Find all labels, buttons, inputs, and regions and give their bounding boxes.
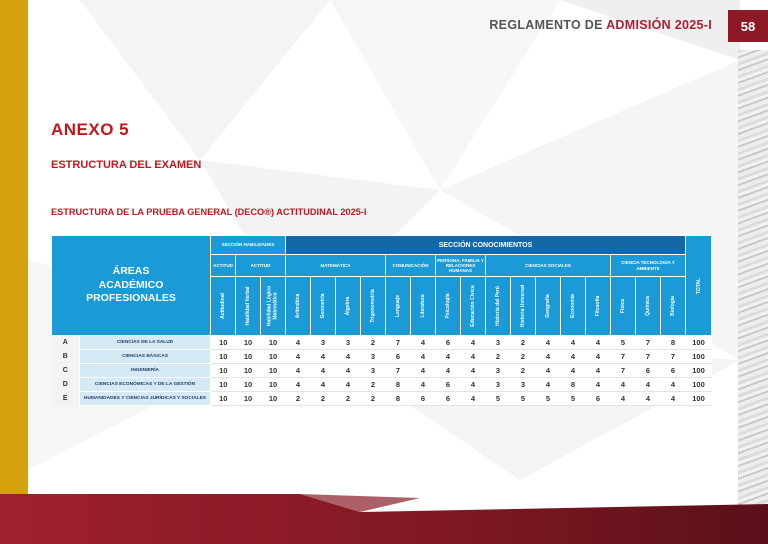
column-header: Física — [611, 277, 636, 336]
group-actitud-2: ACTITUD — [236, 255, 286, 277]
value-cell: 10 — [236, 336, 261, 350]
area-name: CIENCIAS BÁSICAS — [80, 350, 211, 364]
value-cell: 10 — [236, 364, 261, 378]
value-cell: 2 — [286, 392, 311, 406]
area-name: INGENIERÍA — [80, 364, 211, 378]
value-cell: 7 — [636, 336, 661, 350]
section-habilidades-header: SECCIÓN HABILIDADES — [211, 236, 286, 255]
value-cell: 7 — [611, 350, 636, 364]
value-cell: 2 — [361, 392, 386, 406]
value-cell: 2 — [511, 336, 536, 350]
table-row — [52, 350, 712, 364]
table-row — [52, 336, 712, 350]
value-cell: 8 — [386, 378, 411, 392]
value-cell: 10 — [261, 350, 286, 364]
area-name: HUMANIDADES Y CIENCIAS JURÍDICAS Y SOCIALES — [80, 392, 211, 406]
gold-side-bar — [0, 0, 28, 544]
areas-header-line-3: PROFESIONALES — [86, 292, 176, 305]
areas-header-line-1: ÁREAS — [112, 265, 150, 278]
value-cell: 4 — [311, 350, 336, 364]
column-header: Aritmética — [286, 277, 311, 336]
value-cell: 2 — [486, 350, 511, 364]
value-cell: 5 — [561, 392, 586, 406]
value-cell: 2 — [361, 336, 386, 350]
column-header: Álgebra — [336, 277, 361, 336]
value-cell: 6 — [586, 392, 611, 406]
value-cell: 5 — [611, 336, 636, 350]
group-ciencia-tecnologia: CIENCIA TECNOLOGÍA Y AMBIENTE — [611, 255, 686, 277]
area-name: CIENCIAS DE LA SALUD — [80, 336, 211, 350]
total-cell: 100 — [686, 378, 712, 392]
value-cell: 4 — [286, 350, 311, 364]
value-cell: 7 — [386, 336, 411, 350]
row-letter: E — [52, 392, 80, 406]
value-cell: 4 — [561, 364, 586, 378]
table-row — [52, 378, 712, 392]
areas-header-line-2: ACADÉMICO — [98, 278, 164, 291]
total-cell: 100 — [686, 350, 712, 364]
column-header: Geometría — [311, 277, 336, 336]
value-cell: 4 — [586, 350, 611, 364]
total-cell: 100 — [686, 364, 712, 378]
value-cell: 4 — [586, 336, 611, 350]
value-cell: 3 — [361, 350, 386, 364]
total-header: TOTAL — [686, 236, 712, 336]
value-cell: 10 — [261, 336, 286, 350]
value-cell: 10 — [211, 350, 236, 364]
value-cell: 4 — [561, 336, 586, 350]
value-cell: 6 — [436, 336, 461, 350]
row-letter: B — [52, 350, 80, 364]
value-cell: 2 — [361, 378, 386, 392]
value-cell: 4 — [336, 364, 361, 378]
value-cell: 4 — [411, 336, 436, 350]
document-header-title — [489, 18, 712, 32]
value-cell: 4 — [661, 378, 686, 392]
row-letter: A — [52, 336, 80, 350]
value-cell: 6 — [436, 378, 461, 392]
value-cell: 3 — [511, 378, 536, 392]
value-cell: 4 — [286, 364, 311, 378]
value-cell: 10 — [236, 378, 261, 392]
value-cell: 5 — [536, 392, 561, 406]
column-header: Economía — [561, 277, 586, 336]
value-cell: 10 — [236, 350, 261, 364]
page-number: 58 — [728, 10, 768, 42]
value-cell: 4 — [286, 336, 311, 350]
value-cell: 3 — [336, 336, 361, 350]
value-cell: 4 — [461, 364, 486, 378]
value-cell: 4 — [461, 336, 486, 350]
row-letter: C — [52, 364, 80, 378]
value-cell: 4 — [536, 364, 561, 378]
value-cell: 5 — [486, 392, 511, 406]
value-cell: 3 — [486, 378, 511, 392]
value-cell: 4 — [611, 378, 636, 392]
value-cell: 4 — [636, 378, 661, 392]
column-header: Psicología — [436, 277, 461, 336]
group-ciencias-sociales: CIENCIAS SOCIALES — [486, 255, 611, 277]
group-comunicacion: COMUNICACIÓN — [386, 255, 436, 277]
table-row — [52, 364, 712, 378]
column-header: Trigonometría — [361, 277, 386, 336]
value-cell: 6 — [386, 350, 411, 364]
value-cell: 4 — [536, 378, 561, 392]
exam-structure-table — [51, 235, 712, 406]
value-cell: 10 — [211, 378, 236, 392]
value-cell: 4 — [311, 378, 336, 392]
group-matematica: MATEMÁTICA — [286, 255, 386, 277]
value-cell: 10 — [211, 364, 236, 378]
value-cell: 7 — [611, 364, 636, 378]
value-cell: 10 — [211, 336, 236, 350]
value-cell: 2 — [336, 392, 361, 406]
column-header: Filosofía — [586, 277, 611, 336]
value-cell: 4 — [436, 364, 461, 378]
total-cell: 100 — [686, 392, 712, 406]
group-persona-familia: PERSONA, FAMILIA Y RELACIONES HUMANAS — [436, 255, 486, 277]
areas-header — [52, 236, 211, 336]
value-cell: 4 — [561, 350, 586, 364]
column-header: Biología — [661, 277, 686, 336]
value-cell: 4 — [586, 364, 611, 378]
value-cell: 5 — [511, 392, 536, 406]
value-cell: 3 — [486, 364, 511, 378]
value-cell: 4 — [286, 378, 311, 392]
column-header: Historia Universal — [511, 277, 536, 336]
header-title-accent: ADMISIÓN 2025-I — [606, 18, 712, 32]
value-cell: 10 — [261, 378, 286, 392]
value-cell: 2 — [511, 364, 536, 378]
value-cell: 3 — [361, 364, 386, 378]
value-cell: 4 — [536, 336, 561, 350]
value-cell: 8 — [661, 336, 686, 350]
value-cell: 4 — [461, 378, 486, 392]
value-cell: 4 — [436, 350, 461, 364]
value-cell: 3 — [311, 336, 336, 350]
value-cell: 6 — [661, 364, 686, 378]
column-header: Lenguaje — [386, 277, 411, 336]
value-cell: 4 — [411, 378, 436, 392]
column-header: Geografía — [536, 277, 561, 336]
group-actitud-1: ACTITUD — [211, 255, 236, 277]
value-cell: 4 — [586, 378, 611, 392]
header-title-prefix: REGLAMENTO DE — [489, 18, 607, 32]
value-cell: 7 — [386, 364, 411, 378]
value-cell: 4 — [311, 364, 336, 378]
value-cell: 10 — [236, 392, 261, 406]
total-cell: 100 — [686, 336, 712, 350]
value-cell: 10 — [211, 392, 236, 406]
value-cell: 2 — [311, 392, 336, 406]
value-cell: 3 — [486, 336, 511, 350]
value-cell: 6 — [411, 392, 436, 406]
value-cell: 4 — [461, 392, 486, 406]
value-cell: 4 — [411, 364, 436, 378]
annex-title: ANEXO 5 — [51, 120, 130, 139]
value-cell: 7 — [636, 350, 661, 364]
column-header: Actitudinal — [211, 277, 236, 336]
column-header: Literatura — [411, 277, 436, 336]
column-header: Habilidad Verbal — [236, 277, 261, 336]
column-header: Química — [636, 277, 661, 336]
value-cell: 6 — [636, 364, 661, 378]
area-name: CIENCIAS ECONÓMICAS Y DE LA GESTIÓN — [80, 378, 211, 392]
column-header: Educación Cívica — [461, 277, 486, 336]
value-cell: 4 — [411, 350, 436, 364]
value-cell: 4 — [536, 350, 561, 364]
section-title: ESTRUCTURA DEL EXAMEN — [51, 159, 202, 171]
value-cell: 10 — [261, 364, 286, 378]
table-caption: ESTRUCTURA DE LA PRUEBA GENERAL (DECO®) ACTITUDINAL 2025-I — [51, 207, 367, 217]
value-cell: 7 — [661, 350, 686, 364]
value-cell: 4 — [611, 392, 636, 406]
stone-texture-edge — [738, 50, 768, 544]
value-cell: 6 — [436, 392, 461, 406]
row-letter: D — [52, 378, 80, 392]
value-cell: 8 — [561, 378, 586, 392]
value-cell: 8 — [386, 392, 411, 406]
value-cell: 2 — [511, 350, 536, 364]
column-header: Habilidad Lógico Matemática — [261, 277, 286, 336]
value-cell: 4 — [461, 350, 486, 364]
value-cell: 10 — [261, 392, 286, 406]
table-row — [52, 392, 712, 406]
column-header: Historia del Perú — [486, 277, 511, 336]
value-cell: 4 — [336, 350, 361, 364]
value-cell: 4 — [661, 392, 686, 406]
section-conocimientos-header: SECCIÓN CONOCIMIENTOS — [286, 236, 686, 255]
value-cell: 4 — [636, 392, 661, 406]
value-cell: 4 — [336, 378, 361, 392]
